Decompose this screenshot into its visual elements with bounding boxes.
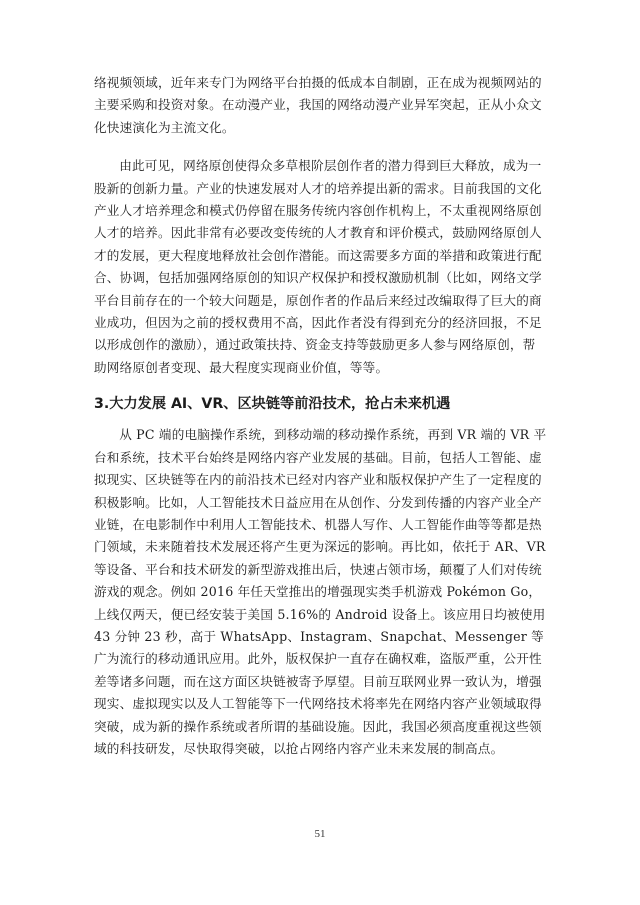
paragraph-online-video: 络视频领域，近年来专门为网络平台拍摄的低成本自制剧，正在成为视频网站的主要采购和投资对象。在动漫产业，我国的网络动漫产业异军突起，正从小众文化快速演化为主流文化。 (94, 75, 542, 135)
page-number: 51 (314, 828, 326, 840)
paragraph-frontier-tech: 从 PC 端的电脑操作系统，到移动端的移动操作系统，再到 VR 端的 VR 平台和系统，技术平台始终是网络内容产业发展的基础。目前，包括人工智能、虚拟现实、区块链等在内的前沿技术已经对内容产业和版权保护产生了一定程度的积极影响。比如，人工智能技术日益应用在从创作、分发到传播的内容产业全产业链，在电影制作中利用人工智能技术、机器人写作、人工智能作曲等等都是热门领域，未来随着技术发展还将产生更为深远的影响。再比如，依托于 AR、VR 等设备、平台和技术研发的新型游戏推出后，快速占领市场，颠覆了人们对传统游戏的观念。例如 2016 年任天堂推出的增强现实类手机游戏 Pokémon Go，上线仅两天，便已经安装于美国 5.16%的 Android 设备上。该应用日均被使用 43 分钟 23 秒，高于 WhatsApp、Instagram、Snapchat、Messenger 等广为流行的移动通讯应用。此外，版权保护一直存在确权难，盗版严重，公开性差等诸多问题，而在这方面区块链被寄予厚望。目前互联网业界一致认为，增强现实、虚拟现实以及人工智能等下一代网络技术将率先在网络内容产业领域取得突破，成为新的操作系统或者所谓的基础设施。因此，我国必须高度重视这些领域的科技研发，尽快取得突破，以抢占网络内容产业未来发展的制高点。 (94, 427, 547, 756)
paragraph-original-talent: 由此可见，网络原创使得众多草根阶层创作者的潜力得到巨大释放，成为一股新的创新力量。产业的快速发展对人才的培养提出新的需求。目前我国的文化产业人才培养理念和模式仍停留在服务传统内容创作机构上，不太重视网络原创人才的培养。因此非常有必要改变传统的人才教育和评价模式，鼓励网络原创人才的发展，更大程度地释放社会创作潜能。而这需要多方面的举措和政策进行配合、协调，包括加强网络原创的知识产权保护和授权激励机制（比如，网络文学平台目前存在的一个较大问题是，原创作者的作品后来经过改编取得了巨大的商业成功，但因为之前的授权费用不高，因此作者没有得到充分的经济回报，不足以形成创作的激励），通过政策扶持、资金支持等鼓励更多人参与网络原创，帮助网络原创者变现、最大程度实现商业价值，等等。 (94, 158, 542, 375)
section-heading: 3.大力发展 AI、VR、区块链等前沿技术，抢占未来机遇 (94, 396, 451, 413)
